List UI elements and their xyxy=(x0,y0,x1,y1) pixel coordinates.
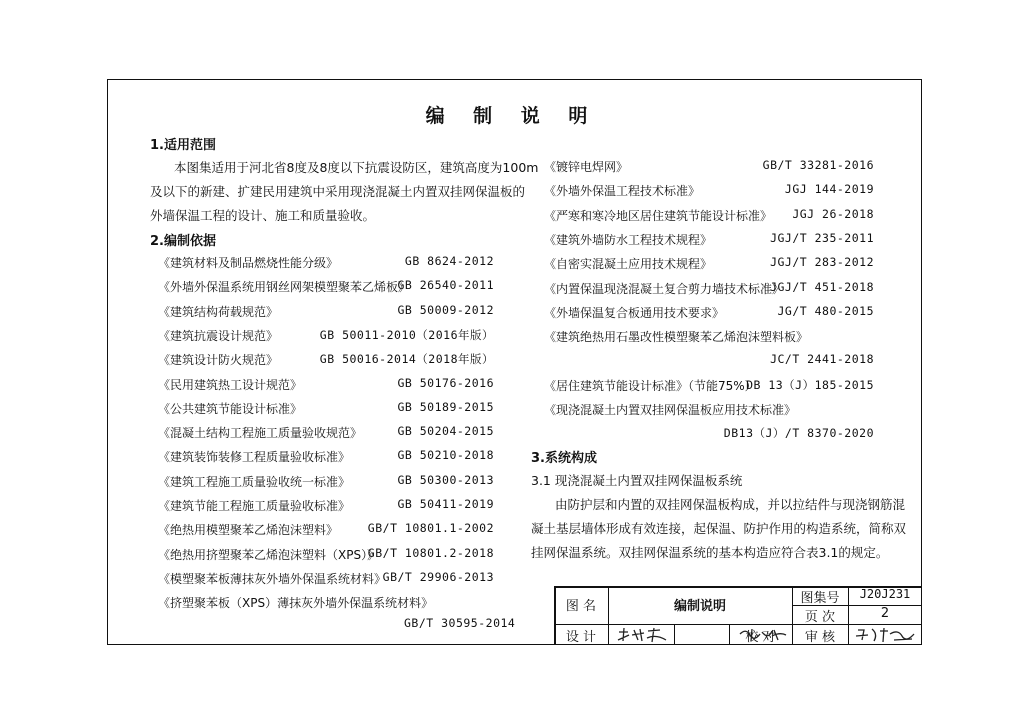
reference-name: 《挤塑聚苯板（XPS）薄抹灰外墙外保温系统材料》 xyxy=(158,596,434,611)
reference-code: GB/T 29906-2013 xyxy=(382,569,494,584)
reference-row xyxy=(544,352,874,370)
reference-row xyxy=(544,401,874,419)
reference-code: JGJ/T 283-2012 xyxy=(770,255,874,270)
section-3-line: 由防护层和内置的双挂网保温板构成，并以拉结件与现浇钢筋混 xyxy=(555,497,906,512)
reference-name: 《外墙外保温系统用钢丝网架模塑聚苯乙烯板》 xyxy=(158,280,411,295)
review-label: 审 核 xyxy=(804,630,836,645)
reference-code: GB 50009-2012 xyxy=(397,302,494,317)
reference-name: 《建筑外墙防水工程技术规程》 xyxy=(544,232,713,247)
reference-row xyxy=(158,424,494,442)
reference-row xyxy=(158,351,494,369)
reference-name: 《镀锌电焊网》 xyxy=(544,160,629,174)
drawing-name: 编制说明 xyxy=(673,599,726,614)
reference-row xyxy=(158,448,494,466)
reference-code: GB 50189-2015 xyxy=(397,399,494,414)
reference-row xyxy=(158,521,494,539)
reference-name: 《模塑聚苯板薄抹灰外墙外保温系统材料》 xyxy=(158,571,387,586)
reference-row xyxy=(544,182,874,200)
check-label: 校 对 xyxy=(745,630,776,645)
reference-row xyxy=(158,278,494,296)
section-3-heading: 3.系统构成 xyxy=(531,451,597,466)
title-block xyxy=(554,586,922,645)
reference-code: GB 50011-2010（2016年版） xyxy=(319,327,494,342)
page-label: 页 次 xyxy=(804,610,836,625)
reference-name: 《内置保温现浇混凝土复合剪力墙技术标准》 xyxy=(544,281,785,296)
reference-name: 《建筑节能工程施工质量验收标准》 xyxy=(158,499,351,513)
reference-row xyxy=(158,546,494,564)
reference-name: 《建筑材料及制品燃烧性能分级》 xyxy=(158,256,339,270)
reference-row xyxy=(544,158,874,176)
reference-code: GB 8624-2012 xyxy=(404,254,494,268)
reference-name: 《建筑工程施工质量验收统一标准》 xyxy=(158,474,351,489)
reference-code: GB 50176-2016 xyxy=(397,375,494,390)
reference-name: 《建筑设计防火规范》 xyxy=(158,353,279,368)
section-3-line: 挂网保温系统。双挂网保温系统的基本构造应符合表3.1的规定。 xyxy=(531,545,889,560)
reference-code: GB 50300-2013 xyxy=(397,472,494,487)
reference-code: JGJ 144-2019 xyxy=(784,182,874,197)
reference-code: JC/T 2441-2018 xyxy=(770,352,874,367)
reference-name: 《严寒和寒冷地区居住建筑节能设计标准》 xyxy=(544,208,773,223)
reference-code: JGJ/T 451-2018 xyxy=(770,279,874,294)
reference-name: 《民用建筑热工设计规范》 xyxy=(158,377,303,392)
reference-code: GB 26540-2011 xyxy=(397,278,494,293)
reference-name: 《公共建筑节能设计标准》 xyxy=(158,401,303,416)
reference-code: GB 50204-2015 xyxy=(397,424,494,439)
section-1-line: 及以下的新建、扩建民用建筑中采用现浇混凝土内置双挂网保温板的 xyxy=(150,184,526,199)
reference-name: 《建筑装饰装修工程质量验收标准》 xyxy=(158,450,351,465)
reference-code: GB/T 10801.2-2018 xyxy=(367,545,494,560)
drawing-name-label: 图 名 xyxy=(565,599,597,614)
reference-row xyxy=(158,594,494,612)
section-1-heading: 1.适用范围 xyxy=(150,138,216,153)
reference-name: 《绝热用模塑聚苯乙烯泡沫塑料》 xyxy=(158,523,339,538)
reference-row xyxy=(158,376,494,394)
reference-name: 《建筑绝热用石墨改性模塑聚苯乙烯泡沫塑料板》 xyxy=(544,330,809,345)
reference-row xyxy=(158,327,494,345)
reference-code: GB 50411-2019 xyxy=(397,497,494,511)
atlas-number-label: 图集号 xyxy=(800,591,840,606)
reference-row xyxy=(544,328,874,346)
design-label: 设 计 xyxy=(565,630,597,645)
checker-signature-mark xyxy=(738,626,788,644)
reference-row xyxy=(158,254,494,272)
reference-code: JG/T 480-2015 xyxy=(777,303,874,318)
reviewer-signature-mark xyxy=(854,626,916,644)
reference-code: JGJ/T 235-2011 xyxy=(770,230,874,245)
section-3-subheading: 3.1 现浇混凝土内置双挂网保温板系统 xyxy=(531,473,743,488)
reference-code: GB/T 30595-2014 xyxy=(404,616,516,630)
reference-name: 《自密实混凝土应用技术规程》 xyxy=(544,257,713,272)
reference-code: GB/T 33281-2016 xyxy=(762,158,874,172)
reference-row xyxy=(158,303,494,321)
reference-name: 《绝热用挤塑聚苯乙烯泡沫塑料（XPS）》 xyxy=(158,547,380,562)
section-1-line: 本图集适用于河北省8度及8度以下抗震设防区，建筑高度为100m xyxy=(174,160,539,175)
reference-row xyxy=(158,570,494,588)
reference-code: GB/T 10801.1-2002 xyxy=(367,521,494,536)
reference-row xyxy=(544,207,874,225)
reference-row xyxy=(544,280,874,298)
reference-name: 《外墙保温复合板通用技术要求》 xyxy=(544,305,725,320)
reference-name: 《建筑抗震设计规范》 xyxy=(158,328,279,343)
reference-code: GB 50016-2014（2018年版） xyxy=(319,352,494,367)
reference-row xyxy=(158,497,494,515)
reference-row xyxy=(544,377,874,395)
reference-code: DB 13（J）185-2015 xyxy=(746,377,874,392)
reference-code: DB13（J）/T 8370-2020 xyxy=(723,426,874,441)
page-number: 2 xyxy=(880,606,890,621)
reference-name: 《现浇混凝土内置双挂网保温板应用技术标准》 xyxy=(544,403,797,417)
designer-signature-mark xyxy=(616,626,670,644)
reference-row xyxy=(544,425,874,443)
reference-code: GB 50210-2018 xyxy=(397,448,494,463)
section-3-line: 凝土基层墙体形成有效连接，起保温、防护作用的构造系统，简称双 xyxy=(531,521,907,536)
reference-name: 《混凝土结构工程施工质量验收规范》 xyxy=(158,426,363,441)
reference-name: 《建筑结构荷载规范》 xyxy=(158,304,279,319)
atlas-number: J20J231 xyxy=(859,587,911,601)
page-title: 编 制 说 明 xyxy=(425,105,599,127)
reference-code: JGJ 26-2018 xyxy=(792,206,874,221)
section-2-heading: 2.编制依据 xyxy=(150,234,216,249)
reference-name: 《居住建筑节能设计标准》（节能75%） xyxy=(544,378,757,393)
section-1-line: 外墙保温工程的设计、施工和质量验收。 xyxy=(150,208,376,223)
reference-name: 《外墙外保温工程技术标准》 xyxy=(544,184,701,199)
reference-row xyxy=(544,255,874,273)
reference-row xyxy=(158,400,494,418)
reference-row xyxy=(158,473,494,491)
reference-row xyxy=(544,231,874,249)
reference-row xyxy=(544,304,874,322)
